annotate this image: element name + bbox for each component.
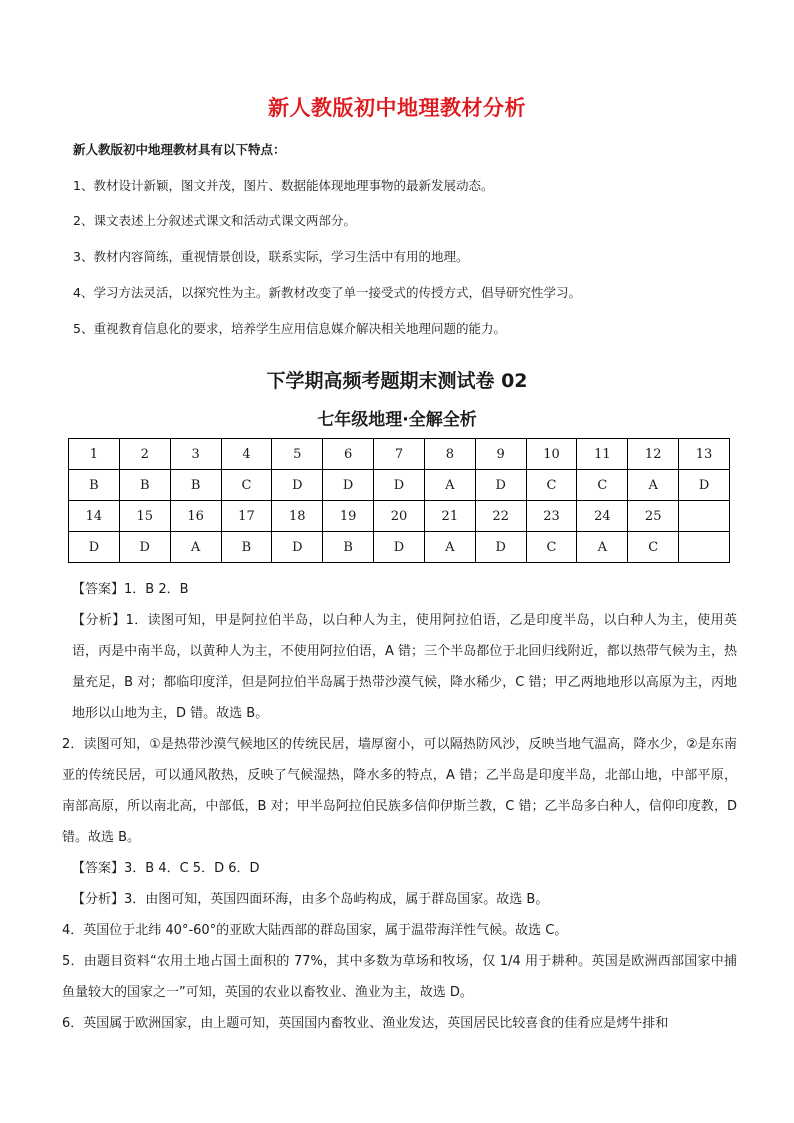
- answer-table-cell: D: [374, 532, 425, 563]
- answer-table-cell: A: [424, 532, 475, 563]
- exam-subtitle: 七年级地理·全解全析: [317, 410, 477, 430]
- analysis-paragraph-4: 4．英国位于北纬 40°-60°的亚欧大陆西部的群岛国家，属于温带海洋性气候。故选 C。: [62, 923, 568, 938]
- answer-table-cell: A: [628, 470, 679, 501]
- answer-line-1: 【答案】1．B 2．B: [72, 582, 189, 597]
- answer-table-cell: 16: [170, 501, 221, 532]
- intro-point-4: 4、学习方法灵活，以探究性为主。新教材改变了单一接受式的传授方式，倡导研究性学习。: [73, 285, 581, 300]
- exam-title: 下学期高频考题期末测试卷 02: [266, 370, 528, 392]
- answer-table-cell: C: [526, 532, 577, 563]
- answer-table-cell: 11: [577, 439, 628, 470]
- answer-table-row: [69, 501, 730, 532]
- answer-table-cell: A: [424, 470, 475, 501]
- answer-table-cell: 5: [272, 439, 323, 470]
- answer-table-cell: C: [628, 532, 679, 563]
- answer-table-cell: 20: [374, 501, 425, 532]
- answer-table-cell: [679, 501, 730, 532]
- answer-table-cell: 4: [221, 439, 272, 470]
- answer-table-cell: D: [374, 470, 425, 501]
- answer-table-cell: C: [221, 470, 272, 501]
- answer-table: [68, 438, 730, 563]
- answer-table-cell: D: [475, 470, 526, 501]
- answer-table-cell: 19: [323, 501, 374, 532]
- answer-table-row: [69, 439, 730, 470]
- answer-table-cell: B: [323, 532, 374, 563]
- answer-table-cell: 15: [119, 501, 170, 532]
- answer-table-cell: B: [170, 470, 221, 501]
- answer-table-cell: 22: [475, 501, 526, 532]
- intro-point-1: 1、教材设计新颖，图文并茂，图片、数据能体现地理事物的最新发展动态。: [73, 178, 494, 193]
- answer-table-cell: C: [526, 470, 577, 501]
- answer-table-cell: D: [679, 470, 730, 501]
- answer-table-cell: C: [577, 470, 628, 501]
- answer-table-cell: 17: [221, 501, 272, 532]
- answer-table-cell: 25: [628, 501, 679, 532]
- answer-table-cell: 10: [526, 439, 577, 470]
- answer-table-cell: 1: [69, 439, 120, 470]
- answer-table-row: [69, 470, 730, 501]
- analysis-section: [62, 574, 737, 1039]
- answer-table-row: [69, 532, 730, 563]
- answer-line-2: 【答案】3．B 4．C 5．D 6．D: [72, 861, 260, 876]
- intro-heading: 新人教版初中地理教材具有以下特点：: [73, 142, 286, 157]
- answer-table-cell: 23: [526, 501, 577, 532]
- answer-table-cell: 12: [628, 439, 679, 470]
- answer-table-cell: 18: [272, 501, 323, 532]
- document-title: 新人教版初中地理教材分析: [268, 96, 526, 120]
- answer-table-cell: B: [221, 532, 272, 563]
- analysis-paragraph-2: 2．读图可知，①是热带沙漠气候地区的传统民居，墙厚窗小，可以隔热防风沙，反映当地气温高，降水少，②是东南亚的传统民居，可以通风散热，反映了气候湿热，降水多的特点，A 错；乙半岛是印度半岛，北部山地，中部平原，南部高原，所以南北高，中部低，B 对；甲半岛阿拉伯民族多信仰伊斯兰教，C 错；乙半岛多白种人，信仰印度教，D 错。故选 B。: [62, 737, 737, 845]
- answer-table-cell: 8: [424, 439, 475, 470]
- answer-table-cell: 24: [577, 501, 628, 532]
- answer-table-cell: D: [475, 532, 526, 563]
- answer-table-cell: A: [577, 532, 628, 563]
- intro-point-5: 5、重视教育信息化的要求，培养学生应用信息媒介解决相关地理问题的能力。: [73, 321, 506, 336]
- answer-table-cell: 21: [424, 501, 475, 532]
- analysis-paragraph-6: 6．英国属于欧洲国家，由上题可知，英国国内畜牧业、渔业发达，英国居民比较喜食的佳肴应是烤牛排和: [62, 1016, 669, 1031]
- answer-table-cell: D: [69, 532, 120, 563]
- answer-table-cell: [679, 532, 730, 563]
- answer-table-cell: B: [69, 470, 120, 501]
- answer-table-cell: D: [272, 532, 323, 563]
- answer-table-cell: D: [272, 470, 323, 501]
- answer-table-cell: 3: [170, 439, 221, 470]
- analysis-paragraph-1: 【分析】1．读图可知，甲是阿拉伯半岛，以白种人为主，使用阿拉伯语，乙是印度半岛，以白种人为主，使用英语，丙是中南半岛，以黄种人为主，不使用阿拉伯语，A 错；三个半岛都位于北回归线附近，都以热带气候为主，热量充足，B 对；都临印度洋，但是阿拉伯半岛属于热带沙漠气候，降水稀少，C 错；甲乙两地地形以高原为主，丙地地形以山地为主，D 错。故选 B。: [72, 613, 737, 721]
- analysis-paragraph-3: 【分析】3．由图可知，英国四面环海，由多个岛屿构成，属于群岛国家。故选 B。: [72, 892, 549, 907]
- analysis-paragraph-5: 5．由题目资料“农用土地占国土面积的 77%，其中多数为草场和牧场，仅 1/4 用于耕种。英国是欧洲西部国家中捕鱼量较大的国家之一”可知，英国的农业以畜牧业、渔业为主，故选 D。: [62, 954, 737, 1000]
- answer-table-cell: D: [119, 532, 170, 563]
- answer-table-cell: 7: [374, 439, 425, 470]
- answer-table-cell: 13: [679, 439, 730, 470]
- answer-table-cell: 14: [69, 501, 120, 532]
- answer-table-cell: B: [119, 470, 170, 501]
- answer-table-cell: 6: [323, 439, 374, 470]
- intro-point-3: 3、教材内容简练，重视情景创设，联系实际，学习生活中有用的地理。: [73, 249, 469, 264]
- intro-point-2: 2、课文表述上分叙述式课文和活动式课文两部分。: [73, 213, 356, 228]
- answer-table-cell: D: [323, 470, 374, 501]
- answer-table-cell: 9: [475, 439, 526, 470]
- answer-table-cell: A: [170, 532, 221, 563]
- answer-table-cell: 2: [119, 439, 170, 470]
